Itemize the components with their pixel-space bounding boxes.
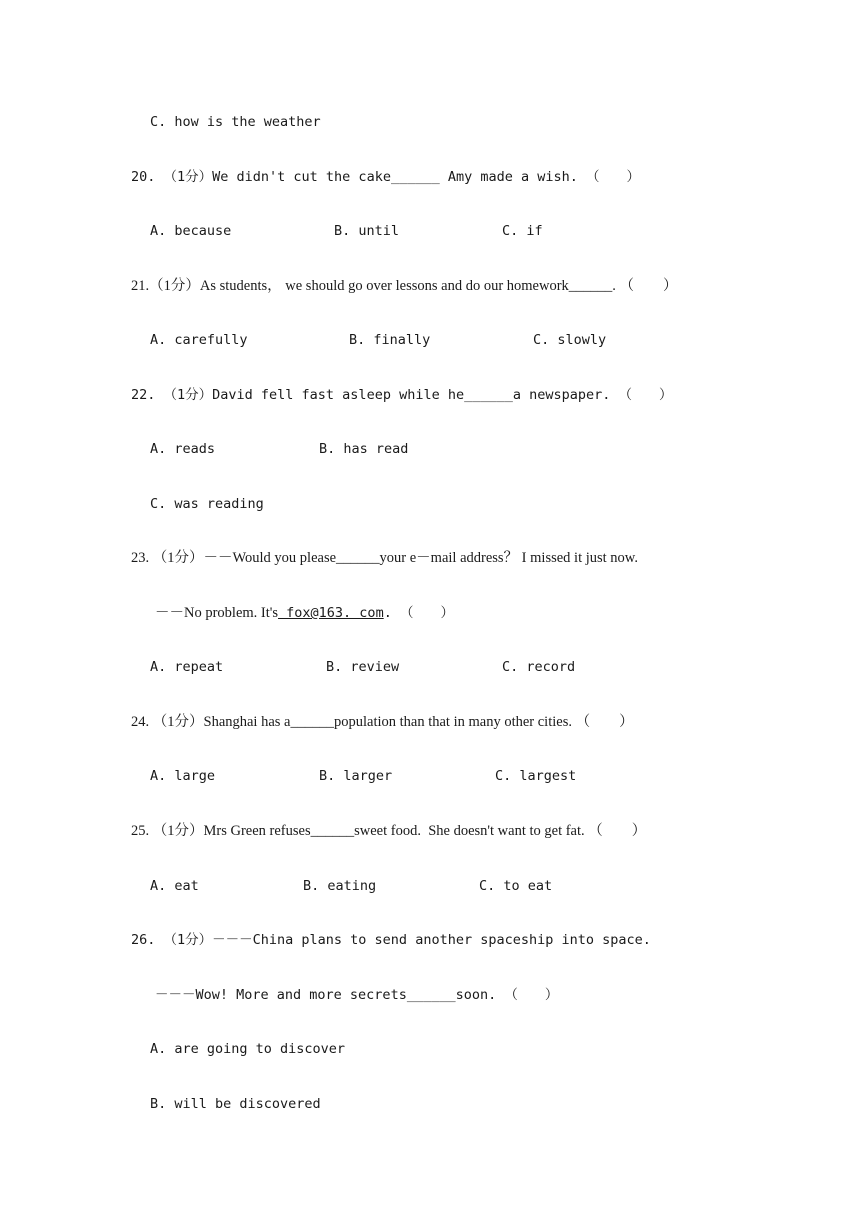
q23-reply xyxy=(155,604,454,622)
q24-option-c: C. largest xyxy=(495,768,577,784)
q23-email-link[interactable]: fox@163. com xyxy=(278,605,384,621)
q20-option-a: A. because xyxy=(150,223,232,239)
q24-option-a: A. large xyxy=(150,768,216,784)
q24-stem: 24. （1分）Shanghai has a______population than that in many other cities. （ ） xyxy=(131,714,634,730)
q25-stem: 25. （1分）Mrs Green refuses______sweet food. She doesn't want to get fat. （ ） xyxy=(131,823,647,839)
q23-option-a: A. repeat xyxy=(150,659,224,675)
q21-option-c: C. slowly xyxy=(533,332,607,348)
q26-option-a: A. are going to discover xyxy=(150,1041,346,1057)
q23-option-c: C. record xyxy=(502,659,576,675)
q26-stem: 26. （1分）－－－China plans to send another spaceship into space. xyxy=(131,932,651,948)
q21-option-a: A. carefully xyxy=(150,332,248,348)
q25-option-c: C. to eat xyxy=(479,878,553,894)
q26-option-b: B. will be discovered xyxy=(150,1096,321,1112)
q23-stem: 23. （1分）－－Would you please______your e－mail address？ I missed it just now. xyxy=(131,550,638,566)
q22-option-b: B. has read xyxy=(319,441,409,457)
q22-option-a: A. reads xyxy=(150,441,216,457)
q22-stem: 22. （1分）David fell fast asleep while he______a newspaper. （ ） xyxy=(131,387,673,403)
q20-option-b: B. until xyxy=(334,223,400,239)
q20-stem: 20. （1分）We didn't cut the cake______ Amy made a wish. （ ） xyxy=(131,169,641,185)
q23-reply-prefix: －－No problem. It's xyxy=(155,605,279,621)
q22-option-c: C. was reading xyxy=(150,496,264,512)
q19-option-c: C. how is the weather xyxy=(150,114,321,130)
q21-option-b: B. finally xyxy=(349,332,431,348)
q25-option-a: A. eat xyxy=(150,878,199,894)
q23-option-b: B. review xyxy=(326,659,400,675)
q21-stem: 21.（1分）As students， we should go over lessons and do our homework______. （ ） xyxy=(131,278,678,294)
q25-option-b: B. eating xyxy=(303,878,377,894)
q26-reply: －－－Wow! More and more secrets______soon. （ ） xyxy=(155,987,559,1003)
q24-option-b: B. larger xyxy=(319,768,393,784)
q20-option-c: C. if xyxy=(502,223,543,239)
q23-reply-suffix: . （ ） xyxy=(383,605,454,621)
